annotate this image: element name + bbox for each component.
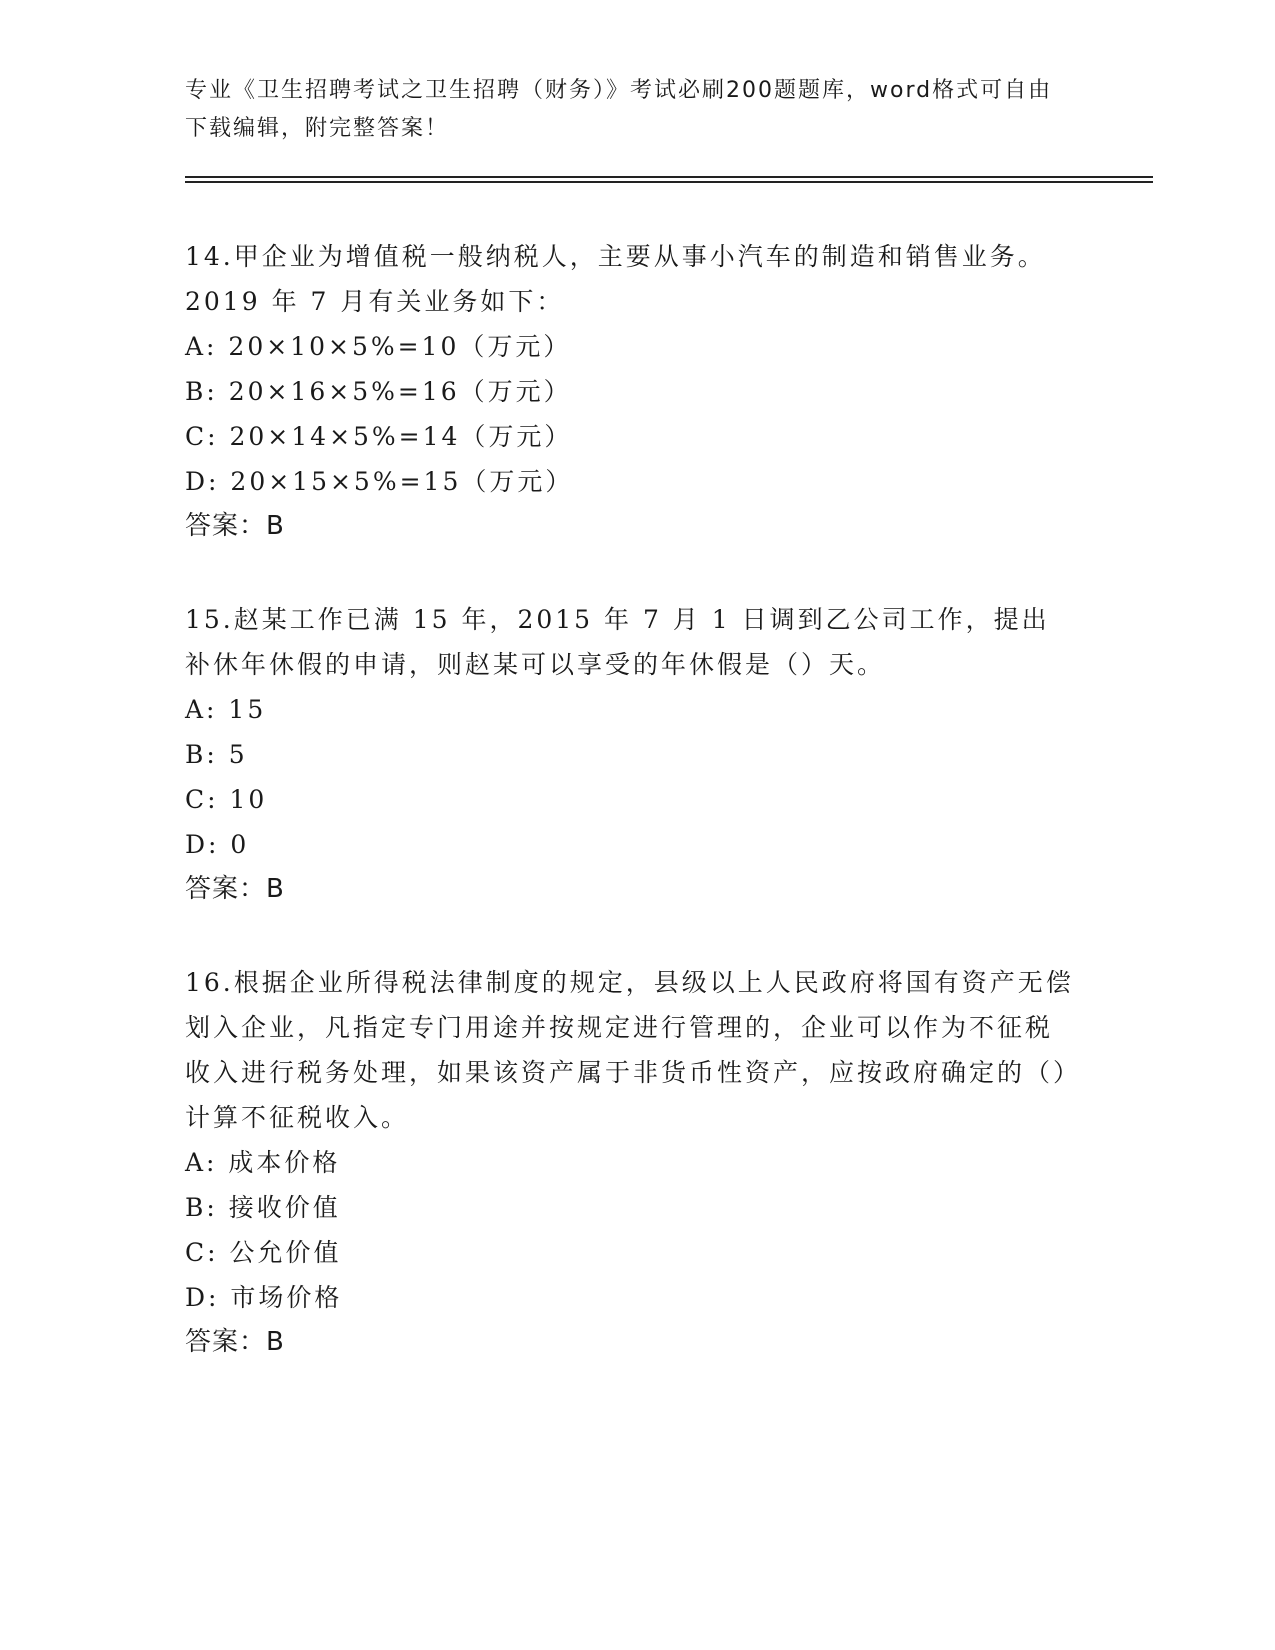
- answer-line: 答案：B: [185, 874, 285, 904]
- option-c: C: 10: [185, 785, 268, 814]
- question-15: [185, 597, 1075, 912]
- option-b: B: 接收价值: [185, 1193, 341, 1222]
- option-d: D: 20×15×5%=15（万元）: [185, 467, 574, 496]
- option-b: B: 5: [185, 740, 248, 769]
- answer-line: 答案：B: [185, 511, 285, 541]
- option-d: D: 市场价格: [185, 1283, 343, 1312]
- header-divider-top: [185, 176, 1153, 178]
- option-a: A: 15: [185, 695, 267, 724]
- question-stem: 15.赵某工作已满 15 年，2015 年 7 月 1 日调到乙公司工作，提出补休年休假的申请，则赵某可以享受的年休假是（）天。: [185, 605, 1050, 679]
- option-a: A: 成本价格: [185, 1148, 341, 1177]
- option-c: C: 20×14×5%=14（万元）: [185, 422, 573, 451]
- option-b: B: 20×16×5%=16（万元）: [185, 377, 572, 406]
- question-stem: 16.根据企业所得税法律制度的规定，县级以上人民政府将国有资产无偿划入企业，凡指定专门用途并按规定进行管理的，企业可以作为不征税收入进行税务处理，如果该资产属于非货币性资产，应按政府确定的（）计算不征税收入。: [185, 968, 1074, 1132]
- option-d: D: 0: [185, 830, 250, 859]
- question-14: [185, 234, 1075, 549]
- question-16: [185, 960, 1075, 1365]
- option-a: A: 20×10×5%=10（万元）: [185, 332, 572, 361]
- option-c: C: 公允价值: [185, 1238, 342, 1267]
- answer-line: 答案：B: [185, 1327, 285, 1357]
- question-stem: 14.甲企业为增值税一般纳税人，主要从事小汽车的制造和销售业务。2019 年 7 月有关业务如下：: [185, 242, 1046, 316]
- document-header: 专业《卫生招聘考试之卫生招聘（财务）》考试必刷200题题库，word格式可自由下载编辑，附完整答案！: [185, 78, 1053, 141]
- header-divider-bottom: [185, 181, 1153, 183]
